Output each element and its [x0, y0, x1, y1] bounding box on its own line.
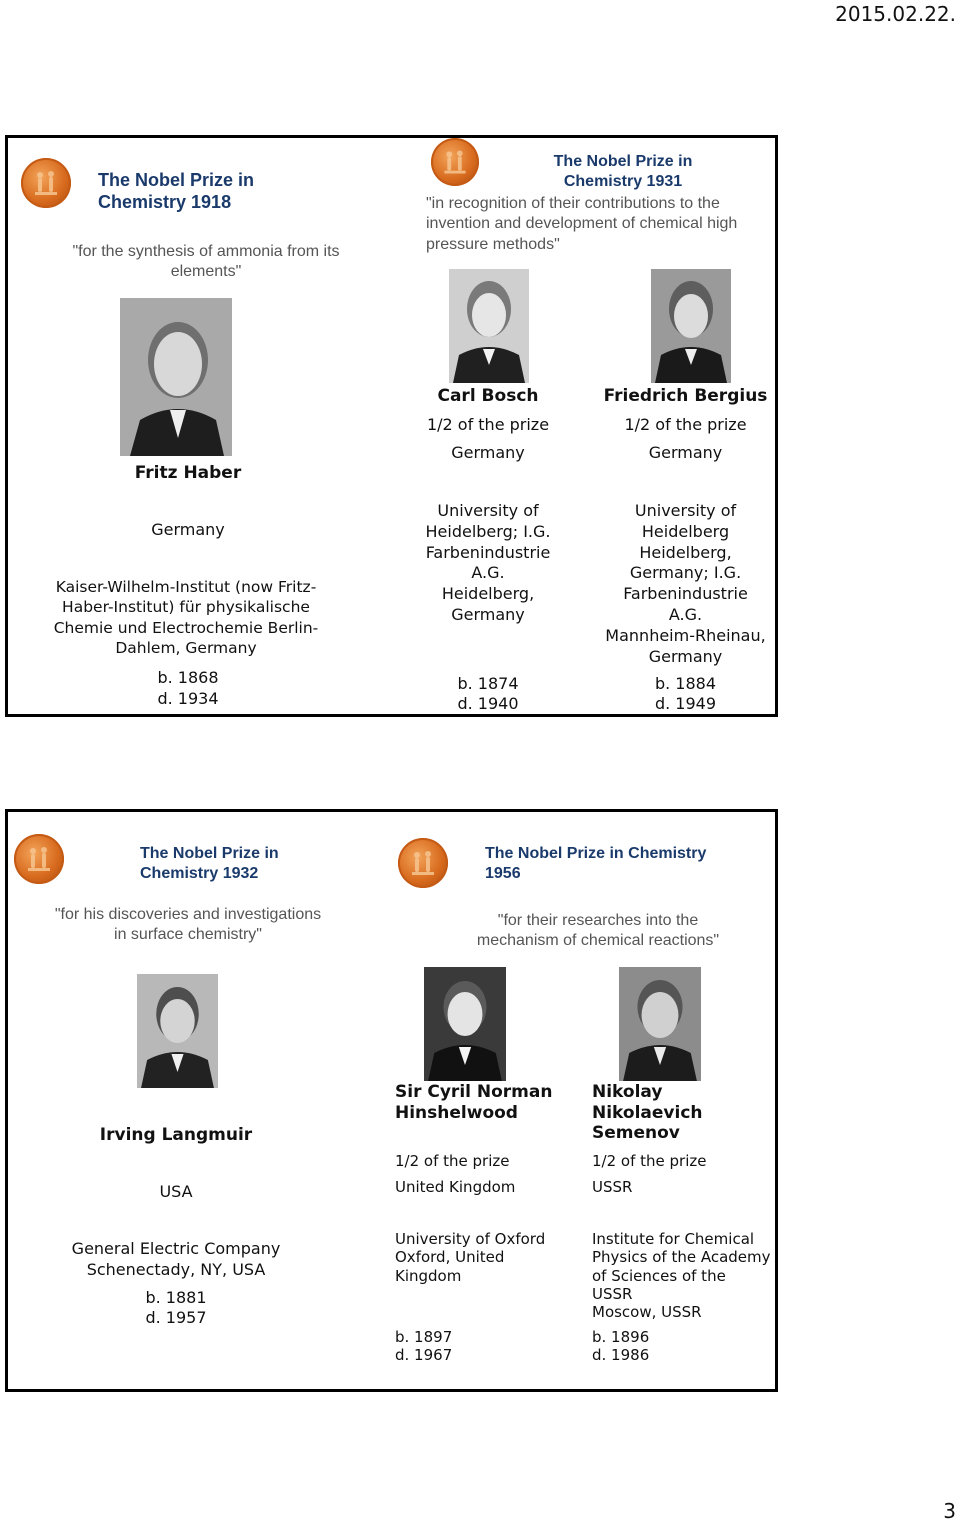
laureate-affiliation: University of Heidelberg Heidelberg, Germany; I.G. Farbenindustrie A.G. Mannheim-Rheinau, Germany: [605, 501, 766, 666]
prize-title-1932: [140, 844, 279, 883]
laureate-died: d. 1967: [395, 1346, 453, 1364]
laureate-died: d. 1957: [145, 1308, 207, 1327]
page-date: 2015.02.22.: [835, 2, 956, 26]
laureate-died: d. 1986: [592, 1346, 650, 1364]
title-line: The Nobel Prize in: [140, 845, 279, 862]
laureate-share: 1/2 of the prize: [426, 415, 550, 434]
title-line: The Nobel Prize in: [98, 170, 255, 190]
title-line: The Nobel Prize in Chemistry: [485, 845, 707, 862]
laureate-died: d. 1934: [157, 689, 219, 708]
slide-chemistry-1932-1956: [5, 809, 778, 1392]
laureate-born: b. 1874: [457, 674, 519, 693]
slide-chemistry-1918-1931: [5, 135, 778, 717]
laureate-country: Germany: [151, 520, 225, 539]
laureate-affiliation: Institute for Chemical Physics of the Academy of Sciences of the USSR Moscow, USSR: [592, 1230, 771, 1322]
laureate-share: 1/2 of the prize: [395, 1152, 510, 1170]
title-line: Chemistry 1931: [563, 172, 683, 190]
portrait-carl-bosch: [449, 269, 529, 383]
prize-motto-1932: "for his discoveries and investigations in surface chemistry": [54, 906, 322, 944]
portrait-fritz-haber: [120, 298, 232, 456]
laureate-country: Germany: [648, 443, 723, 462]
laureate-name: Fritz Haber: [134, 463, 242, 483]
nobel-medal-icon: [21, 158, 71, 208]
title-line: Chemistry 1932: [140, 864, 259, 882]
laureate-born: b. 1897: [395, 1328, 453, 1346]
nobel-medal-icon: [398, 838, 448, 888]
laureate-born: b. 1881: [145, 1288, 207, 1307]
laureate-born: b. 1884: [654, 674, 717, 693]
prize-motto-1918: "for the synthesis of ammonia from its elements": [72, 243, 340, 281]
laureate-affiliation: General Electric Company Schenectady, NY, USA: [71, 1239, 281, 1279]
prize-title-1931: [538, 152, 708, 191]
laureate-country: USSR: [592, 1178, 633, 1196]
nobel-medal-icon: [431, 138, 479, 186]
laureate-name: Sir Cyril Norman Hinshelwood: [395, 1082, 553, 1123]
laureate-born: b. 1868: [157, 668, 219, 687]
prize-title-1918: [98, 170, 254, 214]
laureate-share: 1/2 of the prize: [624, 415, 747, 434]
title-line: The Nobel Prize in: [553, 153, 693, 170]
prize-title-1956: [485, 844, 706, 883]
laureate-country: USA: [159, 1182, 193, 1201]
laureate-died: d. 1949: [654, 694, 717, 713]
prize-motto-1956: "for their researches into the mechanism of chemical reactions": [476, 912, 720, 950]
nobel-medal-icon: [14, 834, 64, 884]
laureate-died: d. 1940: [457, 694, 519, 713]
laureate-country: Germany: [451, 443, 525, 462]
portrait-cyril-hinshelwood: [424, 967, 506, 1081]
laureate-affiliation: Kaiser-Wilhelm-Institut (now Fritz-Haber-Institut) für physikalische Chemie und Electrochemie Berlin-Dahlem, Germany: [53, 578, 319, 658]
laureate-share: 1/2 of the prize: [592, 1152, 707, 1170]
prize-motto-1931: "in recognition of their contributions to the invention and development of chemical high pressure methods": [426, 195, 738, 253]
laureate-born: b. 1896: [592, 1328, 650, 1346]
laureate-affiliation: University of Oxford Oxford, United Kingdom: [395, 1230, 546, 1285]
portrait-irving-langmuir: [137, 974, 218, 1088]
laureate-name: Nikolay Nikolaevich Semenov: [592, 1082, 703, 1144]
page-number: 3: [943, 1499, 956, 1523]
portrait-friedrich-bergius: [651, 269, 731, 383]
title-line: 1956: [485, 864, 521, 882]
laureate-name: Irving Langmuir: [99, 1125, 253, 1145]
laureate-country: United Kingdom: [395, 1178, 516, 1196]
laureate-name: Carl Bosch: [437, 386, 539, 406]
laureate-name: Friedrich Bergius: [603, 386, 768, 406]
portrait-nikolay-semenov: [619, 967, 701, 1081]
laureate-affiliation: University of Heidelberg; I.G. Farbenindustrie A.G. Heidelberg, Germany: [425, 501, 551, 624]
title-line: Chemistry 1918: [98, 191, 232, 212]
